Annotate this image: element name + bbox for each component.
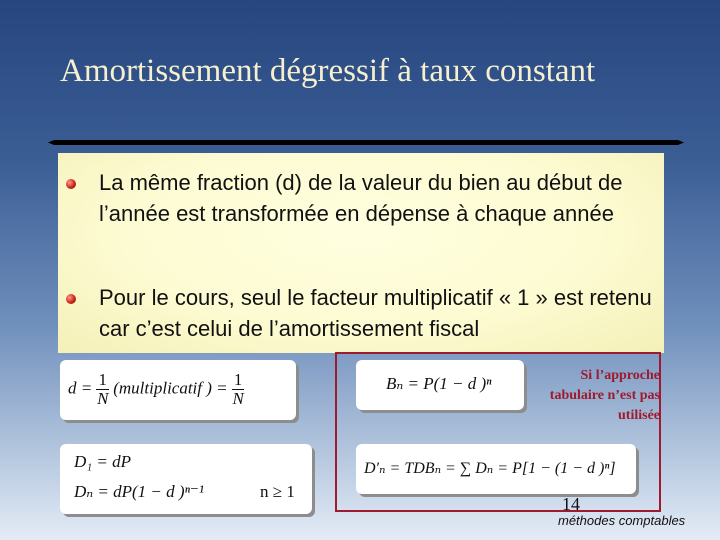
fraction [232, 371, 245, 408]
slide-title: Amortissement dégressif à taux constant [60, 53, 596, 89]
fraction-denominator: N [232, 389, 244, 408]
formula-dn: Dₙ = dP(1 − d )ⁿ⁻¹ [74, 482, 204, 501]
bullet-text: Pour le cours, seul le facteur multiplicatif « 1 » est retenu car c’est celui de l’amortissement fiscal [99, 285, 652, 341]
title-divider [48, 140, 684, 145]
formula-bn-box [356, 360, 524, 410]
bullet-icon [66, 179, 76, 189]
formula-d [68, 371, 244, 408]
fraction-denominator: N [97, 389, 109, 408]
content-panel [58, 153, 664, 353]
formula-depreciation-box [60, 444, 312, 514]
formula-d-lhs: d = [68, 378, 93, 398]
fraction-numerator: 1 [233, 370, 243, 389]
formula-tdb-box [356, 444, 636, 494]
bullet-text: La même fraction (d) de la valeur du bien au début de l’année est transformée en dépense à chaque année [99, 170, 623, 226]
bullet-icon [66, 294, 76, 304]
fraction-numerator: 1 [98, 370, 107, 389]
fraction [96, 371, 109, 408]
footer-text: méthodes comptables [558, 513, 686, 528]
formula-condition: n ≥ 1 [260, 482, 295, 501]
formula-d-middle: (multiplicatif ) = [113, 378, 228, 398]
tabular-approach-note: Si l’approche tabulaire n’est pas utilisée [549, 368, 660, 423]
formula-bn: Bₙ = P(1 − d )ⁿ [386, 374, 492, 393]
formula-d-box [60, 360, 296, 420]
page-number: 14 [562, 494, 580, 514]
formula-d1: D₁ = dP [74, 452, 132, 471]
formula-tdb: D′ₙ = TDBₙ = ∑ Dₙ = P[1 − (1 − d )ⁿ] [364, 460, 616, 477]
